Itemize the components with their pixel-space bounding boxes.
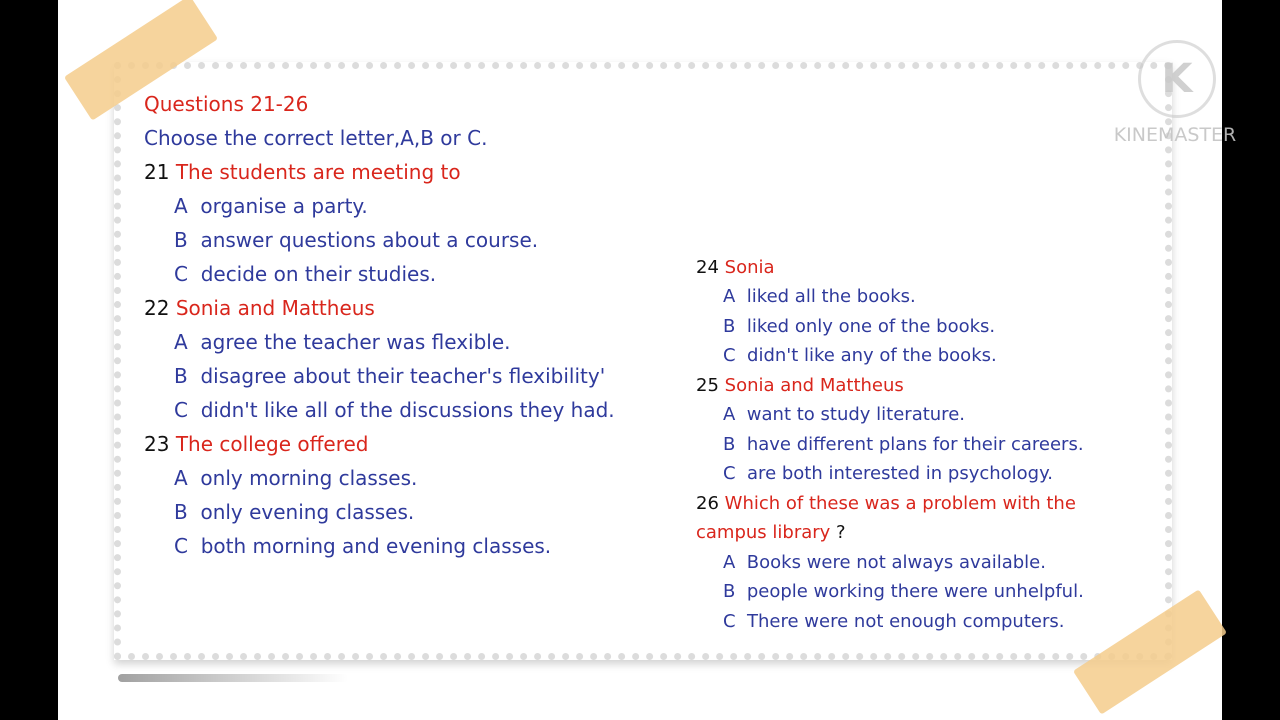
option-25-b — [723, 434, 1084, 455]
option-text: liked only one of the books. — [746, 316, 996, 337]
option-22-a — [174, 330, 511, 354]
option-text: liked all the books. — [746, 286, 916, 307]
option-26-b — [723, 581, 1084, 602]
option-letter: B — [723, 581, 736, 602]
option-letter: B — [723, 316, 736, 337]
option-text: answer questions about a course. — [200, 228, 539, 252]
question-number: 21 — [144, 160, 170, 184]
option-letter: C — [174, 534, 188, 558]
kinemaster-watermark — [1108, 36, 1242, 156]
option-letter: B — [174, 364, 188, 388]
option-text: only evening classes. — [200, 500, 415, 524]
option-letter: A — [723, 552, 736, 573]
option-text: didn't like all of the discussions they had. — [200, 398, 615, 422]
option-24-b — [723, 316, 995, 337]
option-26-a — [723, 552, 1046, 573]
question-stem: The students are meeting to — [175, 160, 461, 184]
option-text: only morning classes. — [200, 466, 418, 490]
option-25-a — [723, 404, 965, 425]
option-text: agree the teacher was flexible. — [200, 330, 511, 354]
question-stem: Sonia and Mattheus — [724, 375, 904, 396]
option-text: There were not enough computers. — [747, 611, 1065, 632]
option-21-c — [174, 262, 436, 286]
option-letter: B — [174, 228, 188, 252]
question-24 — [696, 257, 775, 278]
option-text: both morning and evening classes. — [200, 534, 552, 558]
watermark-text: KINEMASTER — [1113, 124, 1237, 146]
option-text: decide on their studies. — [200, 262, 437, 286]
question-number: 22 — [144, 296, 170, 320]
option-text: Books were not always available. — [746, 552, 1046, 573]
option-text: disagree about their teacher's flexibility' — [200, 364, 606, 388]
question-mark: ? — [836, 522, 846, 543]
question-stem: Sonia and Mattheus — [175, 296, 375, 320]
question-stem: The college offered — [175, 432, 369, 456]
option-23-b — [174, 500, 414, 524]
question-number: 25 — [696, 375, 719, 396]
option-text: organise a party. — [200, 194, 368, 218]
option-letter: C — [723, 611, 736, 632]
question-22 — [144, 296, 375, 320]
option-22-b — [174, 364, 605, 388]
option-letter: C — [723, 345, 736, 366]
instruction-text: Choose the correct letter,A,B or C. — [144, 126, 488, 150]
option-letter: A — [174, 194, 188, 218]
question-23 — [144, 432, 368, 456]
option-letter: C — [723, 463, 736, 484]
option-letter: C — [174, 262, 188, 286]
question-21 — [144, 160, 461, 184]
card-shadow — [118, 674, 348, 682]
option-26-c — [723, 611, 1064, 632]
question-26-cont — [696, 522, 846, 543]
question-26 — [696, 493, 1076, 514]
option-21-a — [174, 194, 368, 218]
option-text: are both interested in psychology. — [747, 463, 1053, 484]
question-stem-cont: campus library — [696, 522, 831, 543]
option-text: have different plans for their careers. — [746, 434, 1084, 455]
question-stem: Which of these was a problem with the — [724, 493, 1076, 514]
option-24-a — [723, 286, 916, 307]
section-heading: Questions 21-26 — [144, 92, 309, 116]
option-23-a — [174, 466, 417, 490]
option-22-c — [174, 398, 615, 422]
option-letter: A — [723, 286, 736, 307]
option-letter: C — [174, 398, 188, 422]
option-24-c — [723, 345, 997, 366]
option-letter: B — [723, 434, 736, 455]
option-letter: A — [174, 466, 188, 490]
option-text: people working there were unhelpful. — [746, 581, 1084, 602]
option-21-b — [174, 228, 538, 252]
kinemaster-logo-icon: K — [1138, 40, 1216, 118]
question-25 — [696, 375, 904, 396]
option-letter: A — [723, 404, 736, 425]
option-25-c — [723, 463, 1053, 484]
option-text: want to study literature. — [746, 404, 965, 425]
question-number: 24 — [696, 257, 719, 278]
question-stem: Sonia — [724, 257, 775, 278]
option-letter: B — [174, 500, 188, 524]
option-text: didn't like any of the books. — [747, 345, 997, 366]
question-number: 23 — [144, 432, 170, 456]
option-letter: A — [174, 330, 188, 354]
option-23-c — [174, 534, 551, 558]
question-number: 26 — [696, 493, 719, 514]
